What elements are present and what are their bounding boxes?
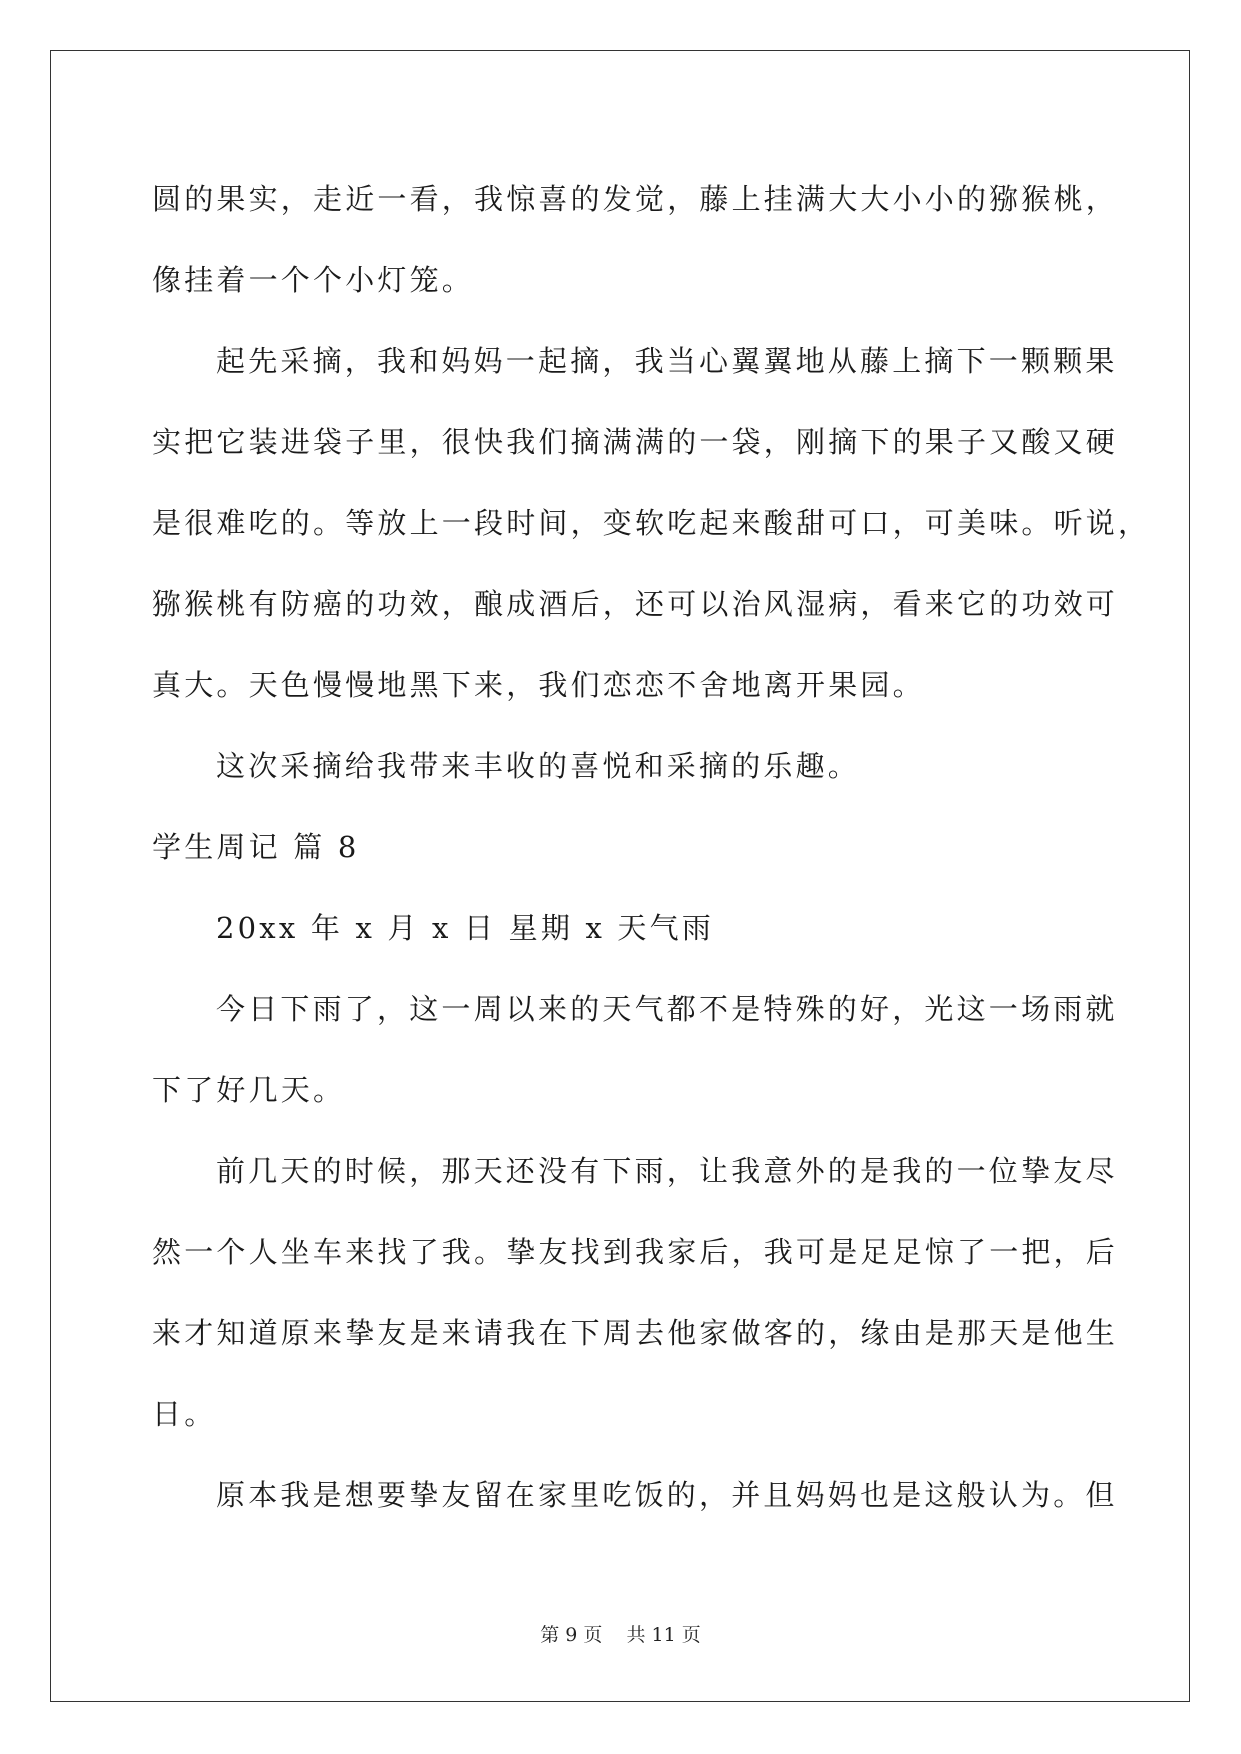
text-line: 然一个人坐车来找了我。挚友找到我家后，我可是足足惊了一把，后	[152, 1235, 1119, 1269]
page-total: 共 11 页	[626, 1624, 701, 1646]
text-line: 下了好几天。	[152, 1073, 346, 1107]
text-line: 真大。天色慢慢地黑下来，我们恋恋不舍地离开果园。	[152, 668, 925, 702]
document-body	[152, 159, 1151, 1536]
text-line: 来才知道原来挚友是来请我在下周去他家做客的，缘由是那天是他生	[152, 1316, 1119, 1350]
text-line: 日。	[152, 1397, 217, 1431]
paragraph-start: 这次采摘给我带来丰收的喜悦和采摘的乐趣。	[216, 749, 861, 783]
text-line: 圆的果实，走近一看，我惊喜的发觉，藤上挂满大大小小的猕猴桃，	[152, 182, 1119, 216]
text-line: 猕猴桃有防癌的功效，酿成酒后，还可以治风湿病，看来它的功效可	[152, 587, 1119, 621]
page-number: 第 9 页	[540, 1624, 603, 1646]
paragraph-start: 起先采摘，我和妈妈一起摘，我当心翼翼地从藤上摘下一颗颗果	[216, 344, 1118, 378]
diary-date-line: 20xx 年 x 月 x 日 星期 x 天气雨	[216, 911, 715, 945]
page-footer	[0, 1620, 1241, 1647]
section-heading: 学生周记 篇 8	[152, 830, 360, 864]
text-line: 实把它装进袋子里，很快我们摘满满的一袋，刚摘下的果子又酸又硬	[152, 425, 1119, 459]
text-line: 像挂着一个个小灯笼。	[152, 263, 475, 297]
paragraph-start: 前几天的时候，那天还没有下雨，让我意外的是我的一位挚友尽	[216, 1154, 1118, 1188]
paragraph-start: 原本我是想要挚友留在家里吃饭的，并且妈妈也是这般认为。但	[216, 1478, 1118, 1512]
paragraph-start: 今日下雨了，这一周以来的天气都不是特殊的好，光这一场雨就	[216, 992, 1118, 1026]
text-line: 是很难吃的。等放上一段时间，变软吃起来酸甜可口，可美味。听说，	[152, 506, 1151, 540]
